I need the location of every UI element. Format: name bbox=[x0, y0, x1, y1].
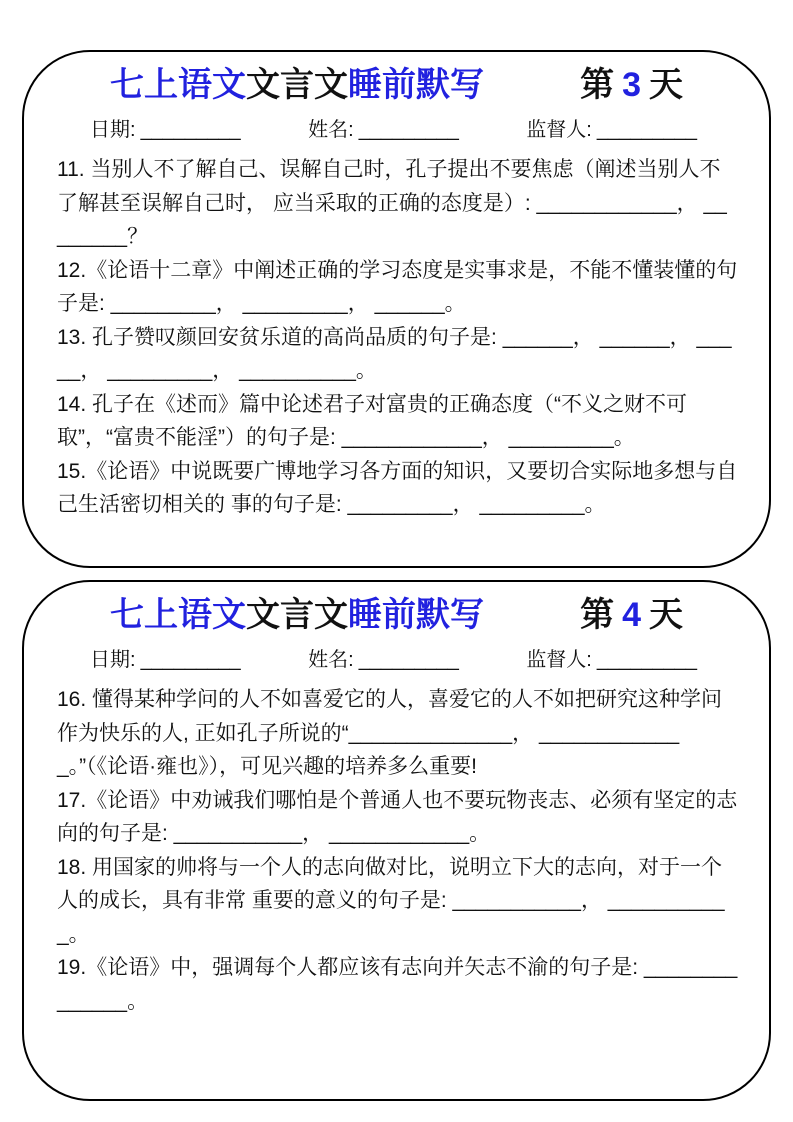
worksheet-card-day3 bbox=[22, 50, 771, 568]
field-date bbox=[90, 646, 241, 674]
field-name bbox=[308, 116, 459, 144]
question-15: 15.《论语》中说既要广博地学习各方面的知识，又要切合实际地多想与自己生活密切相关的 事的句子是: _________， _________。 bbox=[57, 459, 738, 516]
title-course: 七上语文 bbox=[110, 66, 246, 104]
card-title bbox=[24, 52, 769, 106]
title-topic: 文言文 bbox=[246, 66, 348, 104]
field-name bbox=[308, 646, 459, 674]
card-title-main bbox=[110, 64, 484, 106]
card-title-main bbox=[110, 594, 484, 636]
date-blank-line: _________ bbox=[140, 119, 241, 141]
day-prefix: 第 bbox=[580, 596, 615, 634]
question-19: 19.《论语》中，强调每个人都应该有志向并矢志不渝的句子是: ______________。 bbox=[57, 956, 738, 1013]
title-topic: 文言文 bbox=[246, 596, 348, 634]
name-blank-line: _________ bbox=[358, 649, 459, 671]
title-activity: 睡前默写 bbox=[348, 596, 484, 634]
title-course: 七上语文 bbox=[110, 596, 246, 634]
field-date bbox=[90, 116, 241, 144]
question-11: 11. 当别人不了解自己、误解自己时，孔子提出不要焦虑（阐述当别人不了解甚至误解自己时， 应当采取的正确的态度是）: ____________， ________？ bbox=[57, 158, 727, 248]
card-day-label bbox=[580, 64, 683, 106]
name-label: 姓名: bbox=[308, 649, 354, 671]
worksheet-card-day4 bbox=[22, 580, 771, 1101]
card-day-label bbox=[580, 594, 683, 636]
date-label: 日期: bbox=[90, 119, 136, 141]
info-fields-row bbox=[24, 106, 769, 144]
question-16: 16. 懂得某种学问的人不如喜爱它的人，喜爱它的人不如把研究这种学问作为快乐的人, 正如孔子所说的“______________， _____________。”（《论语·雍也》），可见兴趣的培养多么重要! bbox=[57, 688, 723, 778]
card-title bbox=[24, 582, 769, 636]
supervisor-blank-line: _________ bbox=[596, 119, 697, 141]
question-18: 18. 用国家的帅将与一个人的志向做对比，说明立下大的志向，对于一个人的成长，具有非常 重要的意义的句子是: ___________， ___________。 bbox=[57, 855, 725, 946]
date-label: 日期: bbox=[90, 649, 136, 671]
day-suffix: 天 bbox=[649, 596, 683, 634]
field-supervisor bbox=[526, 116, 697, 144]
question-13: 13. 孔子赞叹颜回安贫乐道的高尚品质的句子是: ______， ______， _____， _________， __________。 bbox=[57, 325, 732, 382]
name-blank-line: _________ bbox=[358, 119, 459, 141]
supervisor-label: 监督人: bbox=[526, 649, 592, 671]
day-number: 3 bbox=[622, 66, 641, 104]
info-fields-row bbox=[24, 636, 769, 674]
questions-block-day4 bbox=[24, 674, 769, 1018]
date-blank-line: _________ bbox=[140, 649, 241, 671]
day-number: 4 bbox=[622, 596, 641, 634]
field-supervisor bbox=[526, 646, 697, 674]
supervisor-label: 监督人: bbox=[526, 119, 592, 141]
day-prefix: 第 bbox=[580, 66, 615, 104]
title-activity: 睡前默写 bbox=[348, 66, 484, 104]
supervisor-blank-line: _________ bbox=[596, 649, 697, 671]
question-17: 17.《论语》中劝诫我们哪怕是个普通人也不要玩物丧志、必须有坚定的志向的句子是: ___________， ____________。 bbox=[57, 788, 738, 845]
questions-block-day3 bbox=[24, 144, 769, 522]
question-14: 14. 孔子在《述而》篇中论述君子对富贵的正确态度（“不义之财不可取”，“富贵不能淫”）的句子是: ____________， _________。 bbox=[57, 392, 688, 449]
day-suffix: 天 bbox=[649, 66, 683, 104]
question-12: 12.《论语十二章》中阐述正确的学习态度是实事求是，不能不懂装懂的句子是: _________， _________， ______。 bbox=[57, 258, 738, 315]
name-label: 姓名: bbox=[308, 119, 354, 141]
